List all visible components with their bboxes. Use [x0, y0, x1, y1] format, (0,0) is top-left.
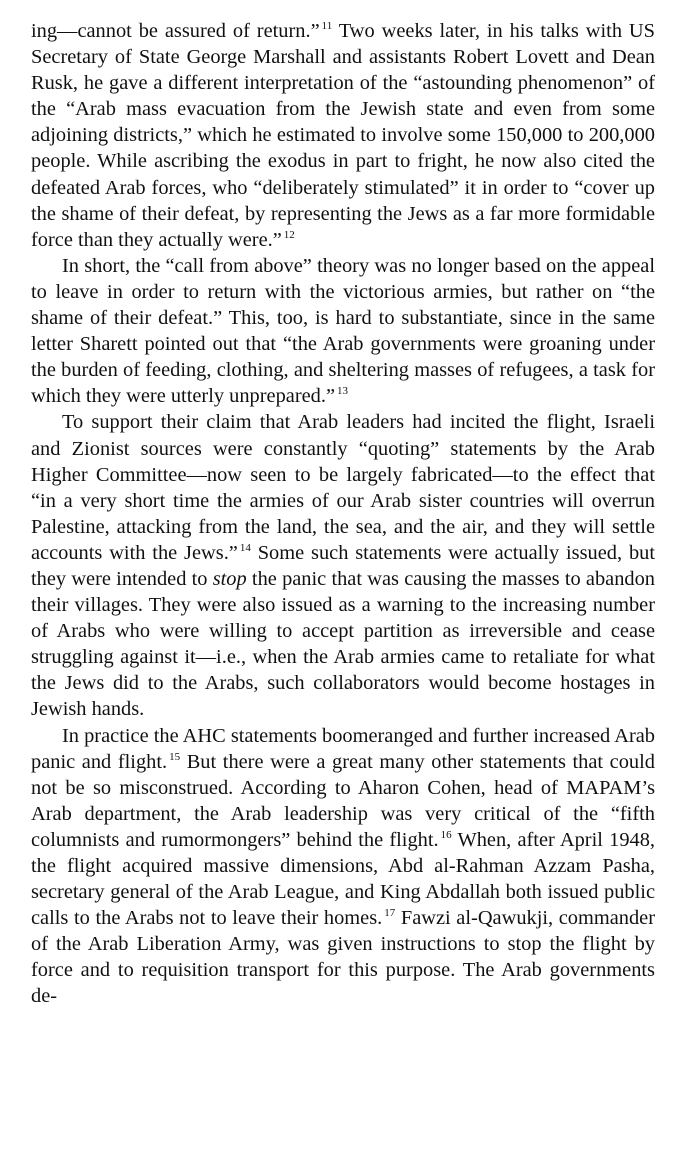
- footnote-ref-16: 16: [440, 828, 452, 841]
- text-run: the panic that was causing the masses to abandon their villages. They were also issued as a warning to the increasing number of Arabs who were willing to accept partition as irreversible and cease struggling against it—i.e., when the Arab armies came to retaliate for what the Jews did to the Arabs, such collaborators would become hostages in Jewish hands.: [31, 567, 655, 721]
- text-run: But there were a great many other statements that could not be so misconstrued. According to Aharon Cohen, head of MAPAM’s Arab department, the Arab leadership was very critical of the “fifth columnists and rumormongers” behind the flight.: [31, 750, 655, 851]
- text-run: When, after April 1948, the flight acquired massive dimensions, Abd al-Rahman Azzam Pasha, secretary general of the Arab League, and King Abdallah both issued public calls to the Arabs not to leave their homes.: [31, 828, 656, 930]
- paragraph-4: [31, 723, 655, 1010]
- text-run: Some such statements were actually issued, but they were intended to: [31, 541, 655, 590]
- document-page: [31, 18, 655, 1010]
- paragraph-2: [31, 253, 655, 410]
- footnote-ref-14: 14: [239, 541, 251, 554]
- footnote-ref-11: 11: [321, 20, 333, 32]
- paragraph-3: [31, 409, 655, 722]
- footnote-ref-17: 17: [384, 907, 396, 920]
- text-run: ing—cannot be assured of return.”: [31, 20, 320, 42]
- text-run: Two weeks later, in his talks with US Secretary of State George Marshall and assistants Robert Lovett and Dean Rusk, he gave a different interpretation of the “astounding phenomenon” of the “Arab mass evacuation from the Jewish state and even from some adjoining districts,” which he estimated to involve some 150,000 to 200,000 people. While ascribing the exodus in part to fright, he now also cited the defeated Arab forces, who “deliberately stimulated” it in order to “cover up the shame of their defeat, by representing the Jews as a far more formidable force than they actually were.”: [31, 20, 655, 251]
- footnote-ref-13: 13: [337, 385, 349, 398]
- text-run: Fawzi al-Qawukji, commander of the Arab Liberation Army, was given instructions to stop the flight by force and to requisition transport for this purpose. The Arab governments de-: [31, 907, 655, 1008]
- text-run: In short, the “call from above” theory was no longer based on the appeal to leave in order to return with the victorious armies, but rather on “the shame of their defeat.” This, too, is hard to substantiate, since in the same letter Sharett pointed out that “the Arab governments were groaning under the burden of feeding, clothing, and sheltering masses of refugees, a task for which they were utterly unprepared.”: [31, 254, 655, 408]
- footnote-ref-15: 15: [169, 750, 181, 763]
- paragraph-1: [31, 18, 655, 253]
- text-run: To support their claim that Arab leaders had incited the flight, Israeli and Zionist sources were constantly “quoting” statements by the Arab Higher Committee—now seen to be largely fabricated—to the effect that “in a very short time the armies of our Arab sister countries will overrun Palestine, attacking from the land, the sea, and the air, and they will settle accounts with the Jews.”: [31, 411, 655, 564]
- footnote-ref-12: 12: [283, 228, 295, 241]
- text-run: In practice the AHC statements boomeranged and further increased Arab panic and flight.: [31, 724, 655, 773]
- emphasis-stop: stop: [212, 567, 247, 590]
